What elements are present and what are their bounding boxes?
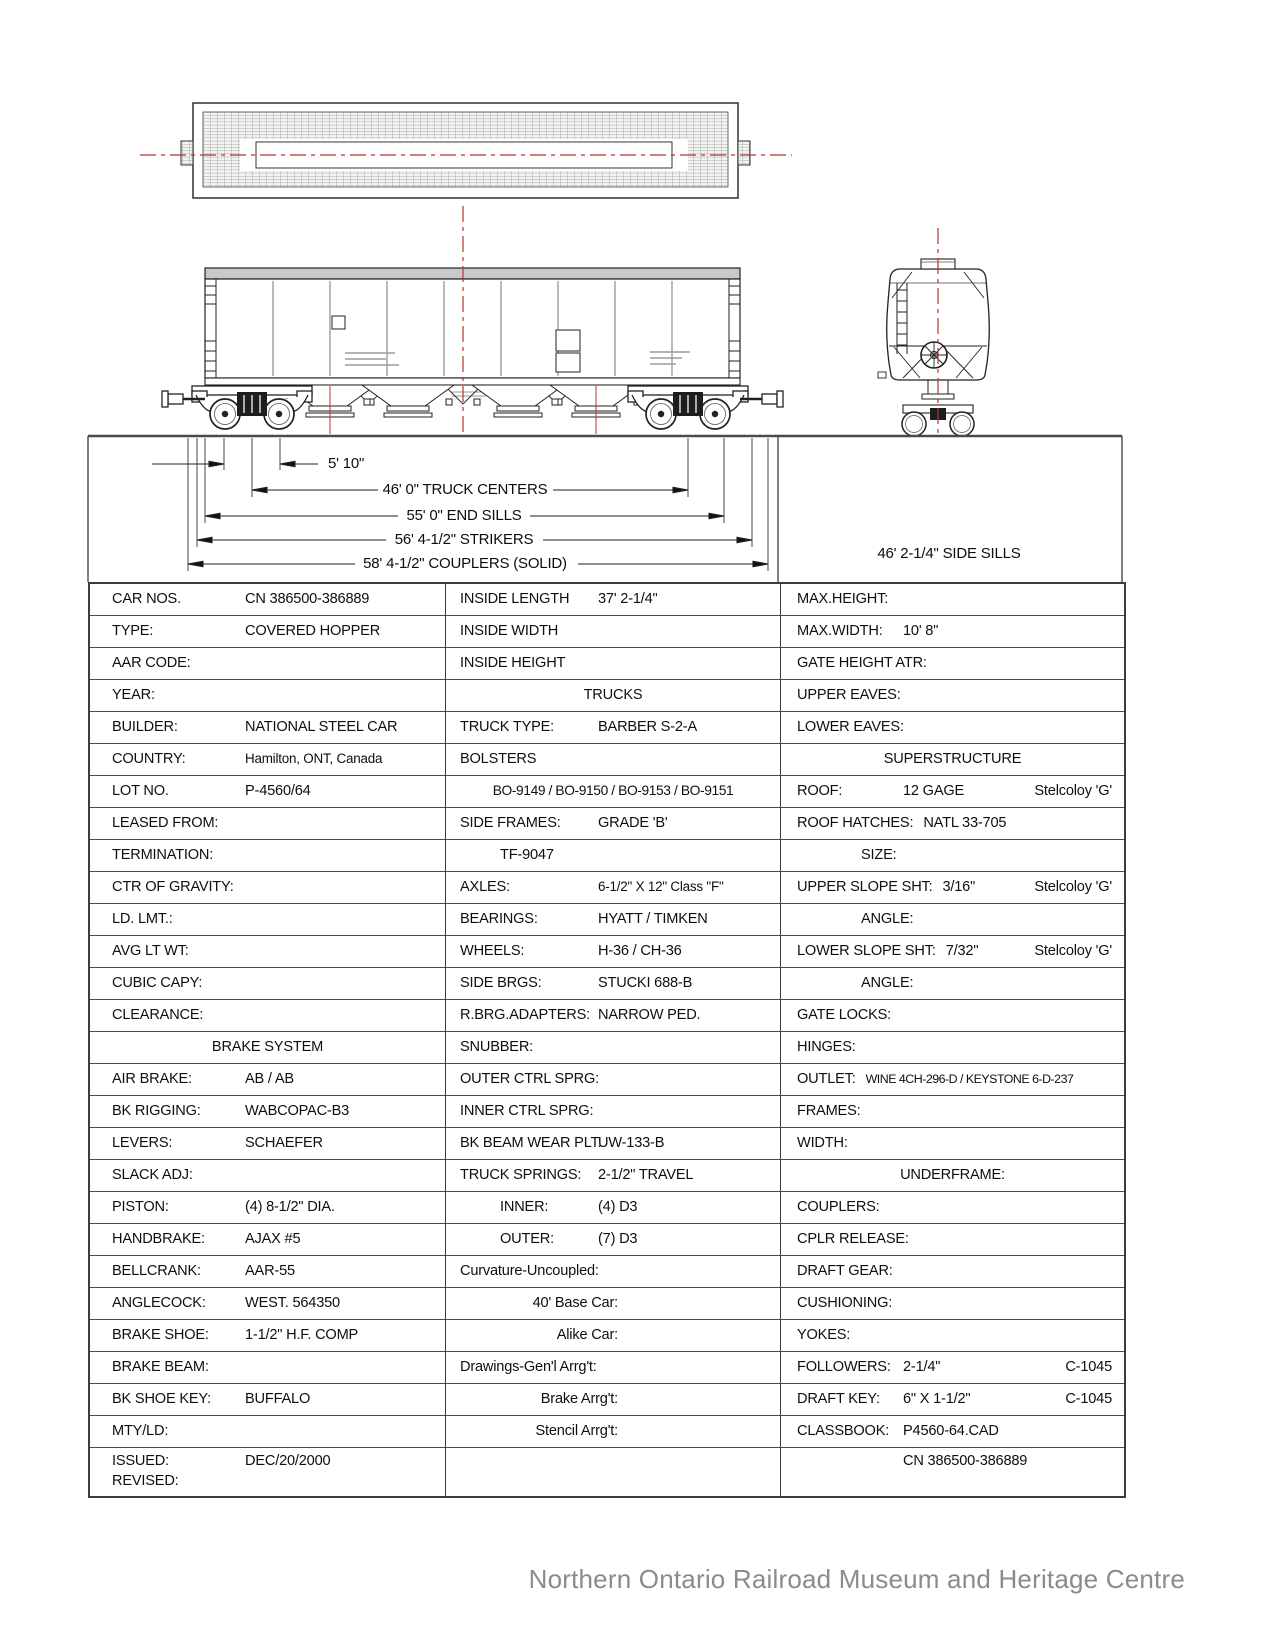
truck-right bbox=[628, 386, 748, 429]
spec-cell: SIZE: bbox=[781, 840, 1124, 872]
dim-couplers: 58' 4-1/2" COUPLERS (SOLID) bbox=[363, 555, 567, 572]
end-view-drawing bbox=[878, 228, 989, 436]
spec-cell: TERMINATION: bbox=[90, 840, 445, 872]
spec-cell: ANGLE: bbox=[781, 904, 1124, 936]
spec-cell: GATE LOCKS: bbox=[781, 1000, 1124, 1032]
spec-cell: BOLSTERS bbox=[446, 744, 780, 776]
spec-cell: ISSUED: DEC/20/2000 REVISED: bbox=[112, 1453, 331, 1489]
truck-left bbox=[192, 386, 312, 429]
spec-cell: HINGES: bbox=[781, 1032, 1124, 1064]
spec-cell: 40' Base Car: bbox=[446, 1288, 780, 1320]
spec-cell: WIDTH: bbox=[781, 1128, 1124, 1160]
spec-cell: MTY/LD: bbox=[90, 1416, 445, 1448]
spec-cell: CLASSBOOK: P4560-64.CAD bbox=[781, 1416, 1124, 1448]
spec-cell: OUTER CTRL SPRG: bbox=[446, 1064, 780, 1096]
spec-cell: ANGLE: bbox=[781, 968, 1124, 1000]
spec-cell: COUPLERS: bbox=[781, 1192, 1124, 1224]
spec-cell: TRUCK SPRINGS: 2-1/2" TRAVEL bbox=[446, 1160, 780, 1192]
spec-cell: LOWER SLOPE SHT: 7/32" Stelcoloy 'G' bbox=[781, 936, 1124, 968]
spec-cell: ROOF HATCHES: NATL 33-705 bbox=[781, 808, 1124, 840]
spec-cell: SLACK ADJ: bbox=[90, 1160, 445, 1192]
spec-cell: UPPER EAVES: bbox=[781, 680, 1124, 712]
spec-cell: LEASED FROM: bbox=[90, 808, 445, 840]
spec-cell: CUBIC CAPY: bbox=[90, 968, 445, 1000]
spec-cell: BO-9149 / BO-9150 / BO-9153 / BO-9151 bbox=[446, 776, 780, 808]
spec-cell: INSIDE WIDTH bbox=[446, 616, 780, 648]
spec-cell: BEARINGS: HYATT / TIMKEN bbox=[446, 904, 780, 936]
spec-cell: Brake Arrg't: bbox=[446, 1384, 780, 1416]
spec-cell: TF-9047 bbox=[446, 840, 780, 872]
spec-cell: BUILDER: NATIONAL STEEL CAR bbox=[90, 712, 445, 744]
dim-strikers: 56' 4-1/2" STRIKERS bbox=[394, 531, 534, 548]
spec-cell: YOKES: bbox=[781, 1320, 1124, 1352]
spec-cell: ANGLECOCK: WEST. 564350 bbox=[90, 1288, 445, 1320]
spec-cell: CN 386500-386889 bbox=[903, 1453, 1028, 1469]
museum-credit-footer: Northern Ontario Railroad Museum and Heritage Centre bbox=[528, 1564, 1185, 1594]
spec-cell: PISTON: (4) 8-1/2" DIA. bbox=[90, 1192, 445, 1224]
spec-cell: Alike Car: bbox=[446, 1320, 780, 1352]
spec-cell: CTR OF GRAVITY: bbox=[90, 872, 445, 904]
spec-cell: LEVERS: SCHAEFER bbox=[90, 1128, 445, 1160]
spec-cell: GATE HEIGHT ATR: bbox=[781, 648, 1124, 680]
spec-cell: SIDE FRAMES: GRADE 'B' bbox=[446, 808, 780, 840]
spec-section-header: TRUCKS bbox=[446, 680, 780, 712]
spec-cell: YEAR: bbox=[90, 680, 445, 712]
spec-cell: OUTLET: WINE 4CH-296-D / KEYSTONE 6-D-237 bbox=[781, 1064, 1124, 1096]
spec-cell: TRUCK TYPE: BARBER S-2-A bbox=[446, 712, 780, 744]
spec-cell: WHEELS: H-36 / CH-36 bbox=[446, 936, 780, 968]
spec-cell: INSIDE HEIGHT bbox=[446, 648, 780, 680]
spec-cell: HANDBRAKE: AJAX #5 bbox=[90, 1224, 445, 1256]
spec-column-left bbox=[90, 584, 445, 1496]
spec-cell: TYPE: COVERED HOPPER bbox=[90, 616, 445, 648]
spec-cell: BK BEAM WEAR PLT: UW-133-B bbox=[446, 1128, 780, 1160]
spec-cell: OUTER: (7) D3 bbox=[446, 1224, 780, 1256]
spec-cell: INNER: (4) D3 bbox=[446, 1192, 780, 1224]
spec-section-header: SUPERSTRUCTURE bbox=[781, 744, 1124, 776]
spec-cell: AAR CODE: bbox=[90, 648, 445, 680]
spec-cell: LOWER EAVES: bbox=[781, 712, 1124, 744]
dim-truck-spacing: 5' 10" bbox=[328, 455, 365, 472]
spec-cell: Drawings-Gen'l Arrg't: bbox=[446, 1352, 780, 1384]
spec-cell: BK SHOE KEY: BUFFALO bbox=[90, 1384, 445, 1416]
spec-cell bbox=[446, 1448, 780, 1496]
spec-cell: CLEARANCE: bbox=[90, 1000, 445, 1032]
spec-cell: AVG LT WT: bbox=[90, 936, 445, 968]
spec-column-right bbox=[780, 584, 1124, 1496]
spec-cell: CPLR RELEASE: bbox=[781, 1224, 1124, 1256]
side-view-drawing bbox=[162, 206, 783, 436]
dim-side-sills: 46' 2-1/4" SIDE SILLS bbox=[877, 545, 1021, 562]
spec-column-middle bbox=[445, 584, 780, 1496]
spec-cell: Stencil Arrg't: bbox=[446, 1416, 780, 1448]
spec-cell: SIDE BRGS: STUCKI 688-B bbox=[446, 968, 780, 1000]
spec-cell: INNER CTRL SPRG: bbox=[446, 1096, 780, 1128]
spec-cell: CAR NOS. CN 386500-386889 bbox=[90, 584, 445, 616]
spec-section-header: UNDERFRAME: bbox=[781, 1160, 1124, 1192]
spec-cell: FRAMES: bbox=[781, 1096, 1124, 1128]
spec-cell: BK RIGGING: WABCOPAC-B3 bbox=[90, 1096, 445, 1128]
spec-cell: LD. LMT.: bbox=[90, 904, 445, 936]
spec-cell: SNUBBER: bbox=[446, 1032, 780, 1064]
spec-cell: R.BRG.ADAPTERS: NARROW PED. bbox=[446, 1000, 780, 1032]
spec-cell: BRAKE SHOE: 1-1/2" H.F. COMP bbox=[90, 1320, 445, 1352]
spec-table bbox=[88, 582, 1126, 1498]
spec-cell: AIR BRAKE: AB / AB bbox=[90, 1064, 445, 1096]
spec-cell: LOT NO. P-4560/64 bbox=[90, 776, 445, 808]
spec-cell: FOLLOWERS: 2-1/4" C-1045 bbox=[781, 1352, 1124, 1384]
spec-cell: MAX.HEIGHT: bbox=[781, 584, 1124, 616]
dim-truck-centers: 46' 0" TRUCK CENTERS bbox=[382, 481, 548, 498]
spec-cell: MAX.WIDTH: 10' 8" bbox=[781, 616, 1124, 648]
spec-section-header: BRAKE SYSTEM bbox=[90, 1032, 445, 1064]
spec-cell: BELLCRANK: AAR-55 bbox=[90, 1256, 445, 1288]
spec-cell: INSIDE LENGTH 37' 2-1/4" bbox=[446, 584, 780, 616]
spec-cell: Curvature-Uncoupled: bbox=[446, 1256, 780, 1288]
spec-cell: BRAKE BEAM: bbox=[90, 1352, 445, 1384]
spec-cell: CUSHIONING: bbox=[781, 1288, 1124, 1320]
spec-cell: COUNTRY: Hamilton, ONT, Canada bbox=[90, 744, 445, 776]
spec-cell: ROOF: 12 GAGE Stelcoloy 'G' bbox=[781, 776, 1124, 808]
spec-cell: DRAFT KEY: 6" X 1-1/2" C-1045 bbox=[781, 1384, 1124, 1416]
dim-end-sills: 55' 0" END SILLS bbox=[406, 507, 522, 524]
spec-cell: DRAFT GEAR: bbox=[781, 1256, 1124, 1288]
plan-view-drawing bbox=[140, 103, 792, 198]
spec-cell: UPPER SLOPE SHT: 3/16" Stelcoloy 'G' bbox=[781, 872, 1124, 904]
dimension-extension-lines bbox=[188, 438, 768, 571]
spec-cell: AXLES: 6-1/2" X 12" Class "F" bbox=[446, 872, 780, 904]
railcar-drawing bbox=[0, 0, 1275, 582]
